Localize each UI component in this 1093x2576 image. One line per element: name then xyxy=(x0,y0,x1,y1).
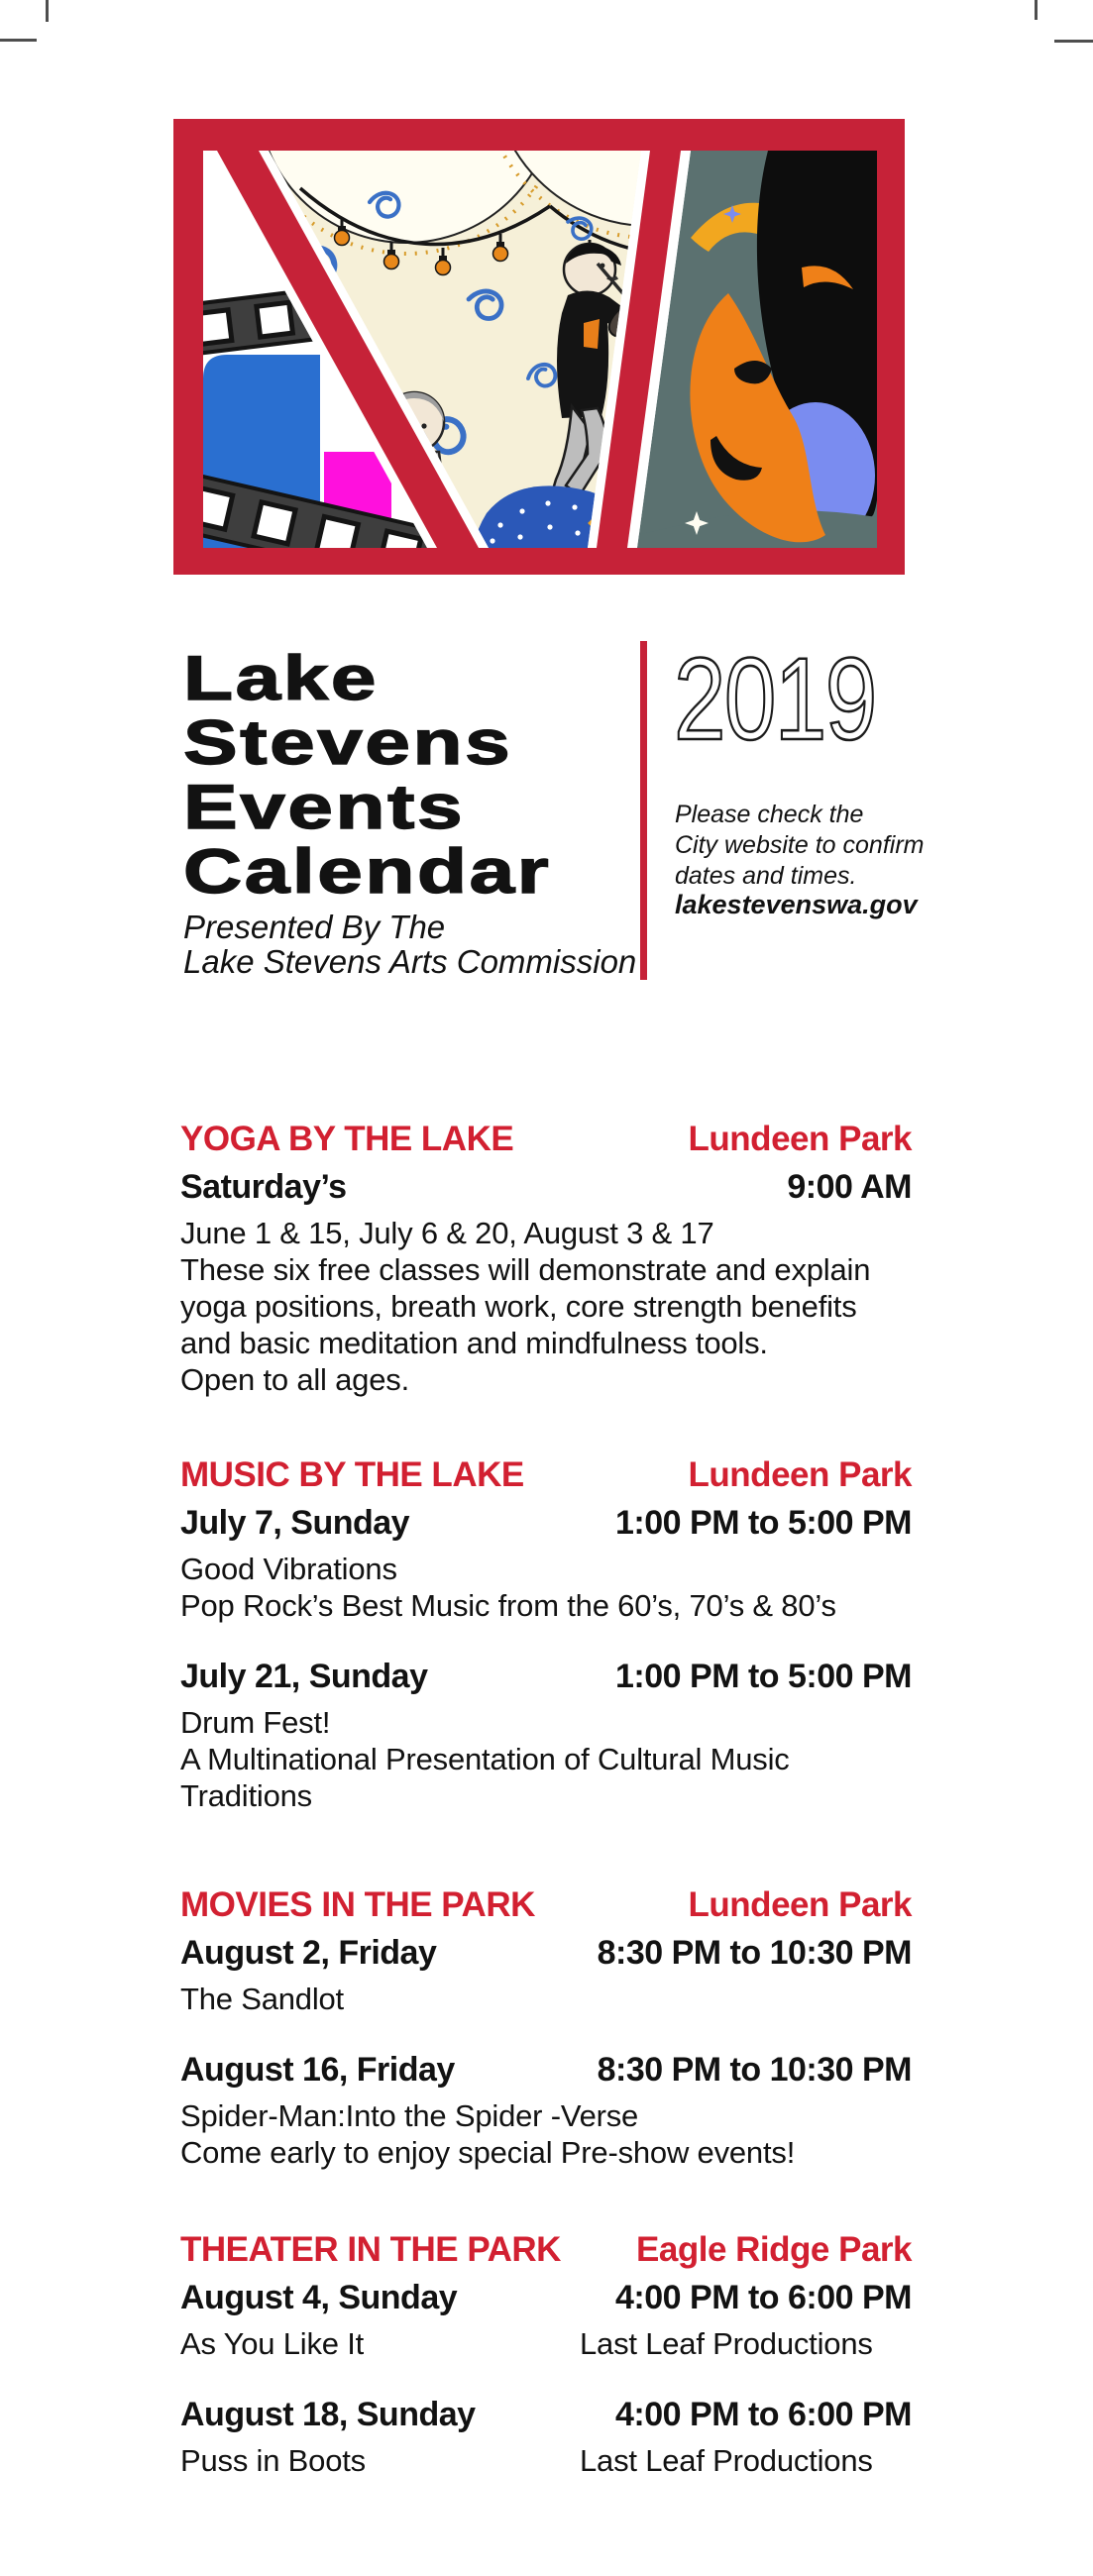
event-date: July 7, Sunday xyxy=(180,1504,410,1542)
event-date: August 16, Friday xyxy=(180,2051,455,2089)
event-time: 4:00 PM to 6:00 PM xyxy=(615,2279,912,2316)
event-detail: Open to all ages. xyxy=(180,1362,409,1397)
red-divider-line xyxy=(640,641,647,980)
show-title: As You Like It xyxy=(180,2326,365,2361)
section-location: Eagle Ridge Park xyxy=(636,2230,912,2269)
page-title-line: Lake xyxy=(183,644,380,713)
section-location: Lundeen Park xyxy=(688,1120,912,1158)
event xyxy=(180,1933,912,2017)
event xyxy=(180,2050,912,2171)
crop-mark-top-left-vertical xyxy=(46,0,49,22)
event-time: 8:30 PM to 10:30 PM xyxy=(597,2051,912,2089)
year: 2019 xyxy=(674,634,876,765)
crop-mark-top-right-vertical xyxy=(1035,0,1038,20)
production-company: Last Leaf Productions xyxy=(580,2326,873,2361)
event-date: August 4, Sunday xyxy=(180,2279,458,2316)
event xyxy=(180,1657,912,1814)
section-movies xyxy=(180,1885,912,2171)
event xyxy=(180,1167,912,1398)
show-title: Puss in Boots xyxy=(180,2443,366,2478)
page-title-line: Events xyxy=(183,773,466,842)
section-title: YOGA BY THE LAKE xyxy=(180,1120,514,1158)
section-title: THEATER IN THE PARK xyxy=(180,2230,561,2269)
page-title-line: Calendar xyxy=(183,837,552,907)
presented-by: Presented By The Lake Stevens Arts Commission xyxy=(183,909,637,980)
event xyxy=(180,2278,912,2362)
crop-mark-top-left-horizontal xyxy=(0,39,37,42)
event-time: 8:30 PM to 10:30 PM xyxy=(597,1934,912,1972)
event-detail-pair xyxy=(180,2442,912,2479)
event-time: 9:00 AM xyxy=(787,1168,912,1206)
event-detail: and basic meditation and mindfulness tools. xyxy=(180,1326,768,1360)
event-detail: Spider-Man:Into the Spider -Verse xyxy=(180,2098,639,2133)
event-date: July 21, Sunday xyxy=(180,1658,428,1695)
section-title: MOVIES IN THE PARK xyxy=(180,1885,535,1924)
section-theater xyxy=(180,2230,912,2479)
crop-mark-top-right-horizontal xyxy=(1054,40,1093,43)
section-title: MUSIC BY THE LAKE xyxy=(180,1455,524,1494)
event-detail: Drum Fest! xyxy=(180,1705,331,1740)
event-detail: June 1 & 15, July 6 & 20, August 3 & 17 xyxy=(180,1216,714,1250)
event-detail: Pop Rock’s Best Music from the 60’s, 70’s & 80’s xyxy=(180,1588,836,1623)
event-date: Saturday’s xyxy=(180,1168,347,1206)
event-time: 4:00 PM to 6:00 PM xyxy=(615,2396,912,2433)
section-location: Lundeen Park xyxy=(688,1455,912,1494)
section-yoga xyxy=(180,1120,912,1398)
event-time: 1:00 PM to 5:00 PM xyxy=(615,1504,912,1542)
website-note: Please check the City website to confirm dates and times. xyxy=(675,801,925,890)
event-detail: A Multinational Presentation of Cultural Music xyxy=(180,1742,790,1776)
website-url: lakestevenswa.gov xyxy=(675,890,918,919)
event xyxy=(180,2395,912,2479)
event-detail: Come early to enjoy special Pre-show events! xyxy=(180,2135,796,2170)
event-detail-pair xyxy=(180,2325,912,2362)
event-time: 1:00 PM to 5:00 PM xyxy=(615,1658,912,1695)
event-detail: These six free classes will demonstrate and explain xyxy=(180,1252,871,1287)
section-location: Lundeen Park xyxy=(688,1885,912,1924)
section-music xyxy=(180,1455,912,1814)
event-detail: Traditions xyxy=(180,1778,312,1813)
artwork-collage xyxy=(173,119,905,575)
event-date: August 2, Friday xyxy=(180,1934,437,1972)
event-date: August 18, Sunday xyxy=(180,2396,476,2433)
event xyxy=(180,1503,912,1624)
production-company: Last Leaf Productions xyxy=(580,2443,873,2478)
page-title-line: Stevens xyxy=(183,708,513,778)
title-block xyxy=(183,644,552,907)
event-detail: Good Vibrations xyxy=(180,1552,397,1586)
event-detail: The Sandlot xyxy=(180,1982,344,2016)
event-detail: yoga positions, breath work, core strength benefits xyxy=(180,1289,857,1324)
